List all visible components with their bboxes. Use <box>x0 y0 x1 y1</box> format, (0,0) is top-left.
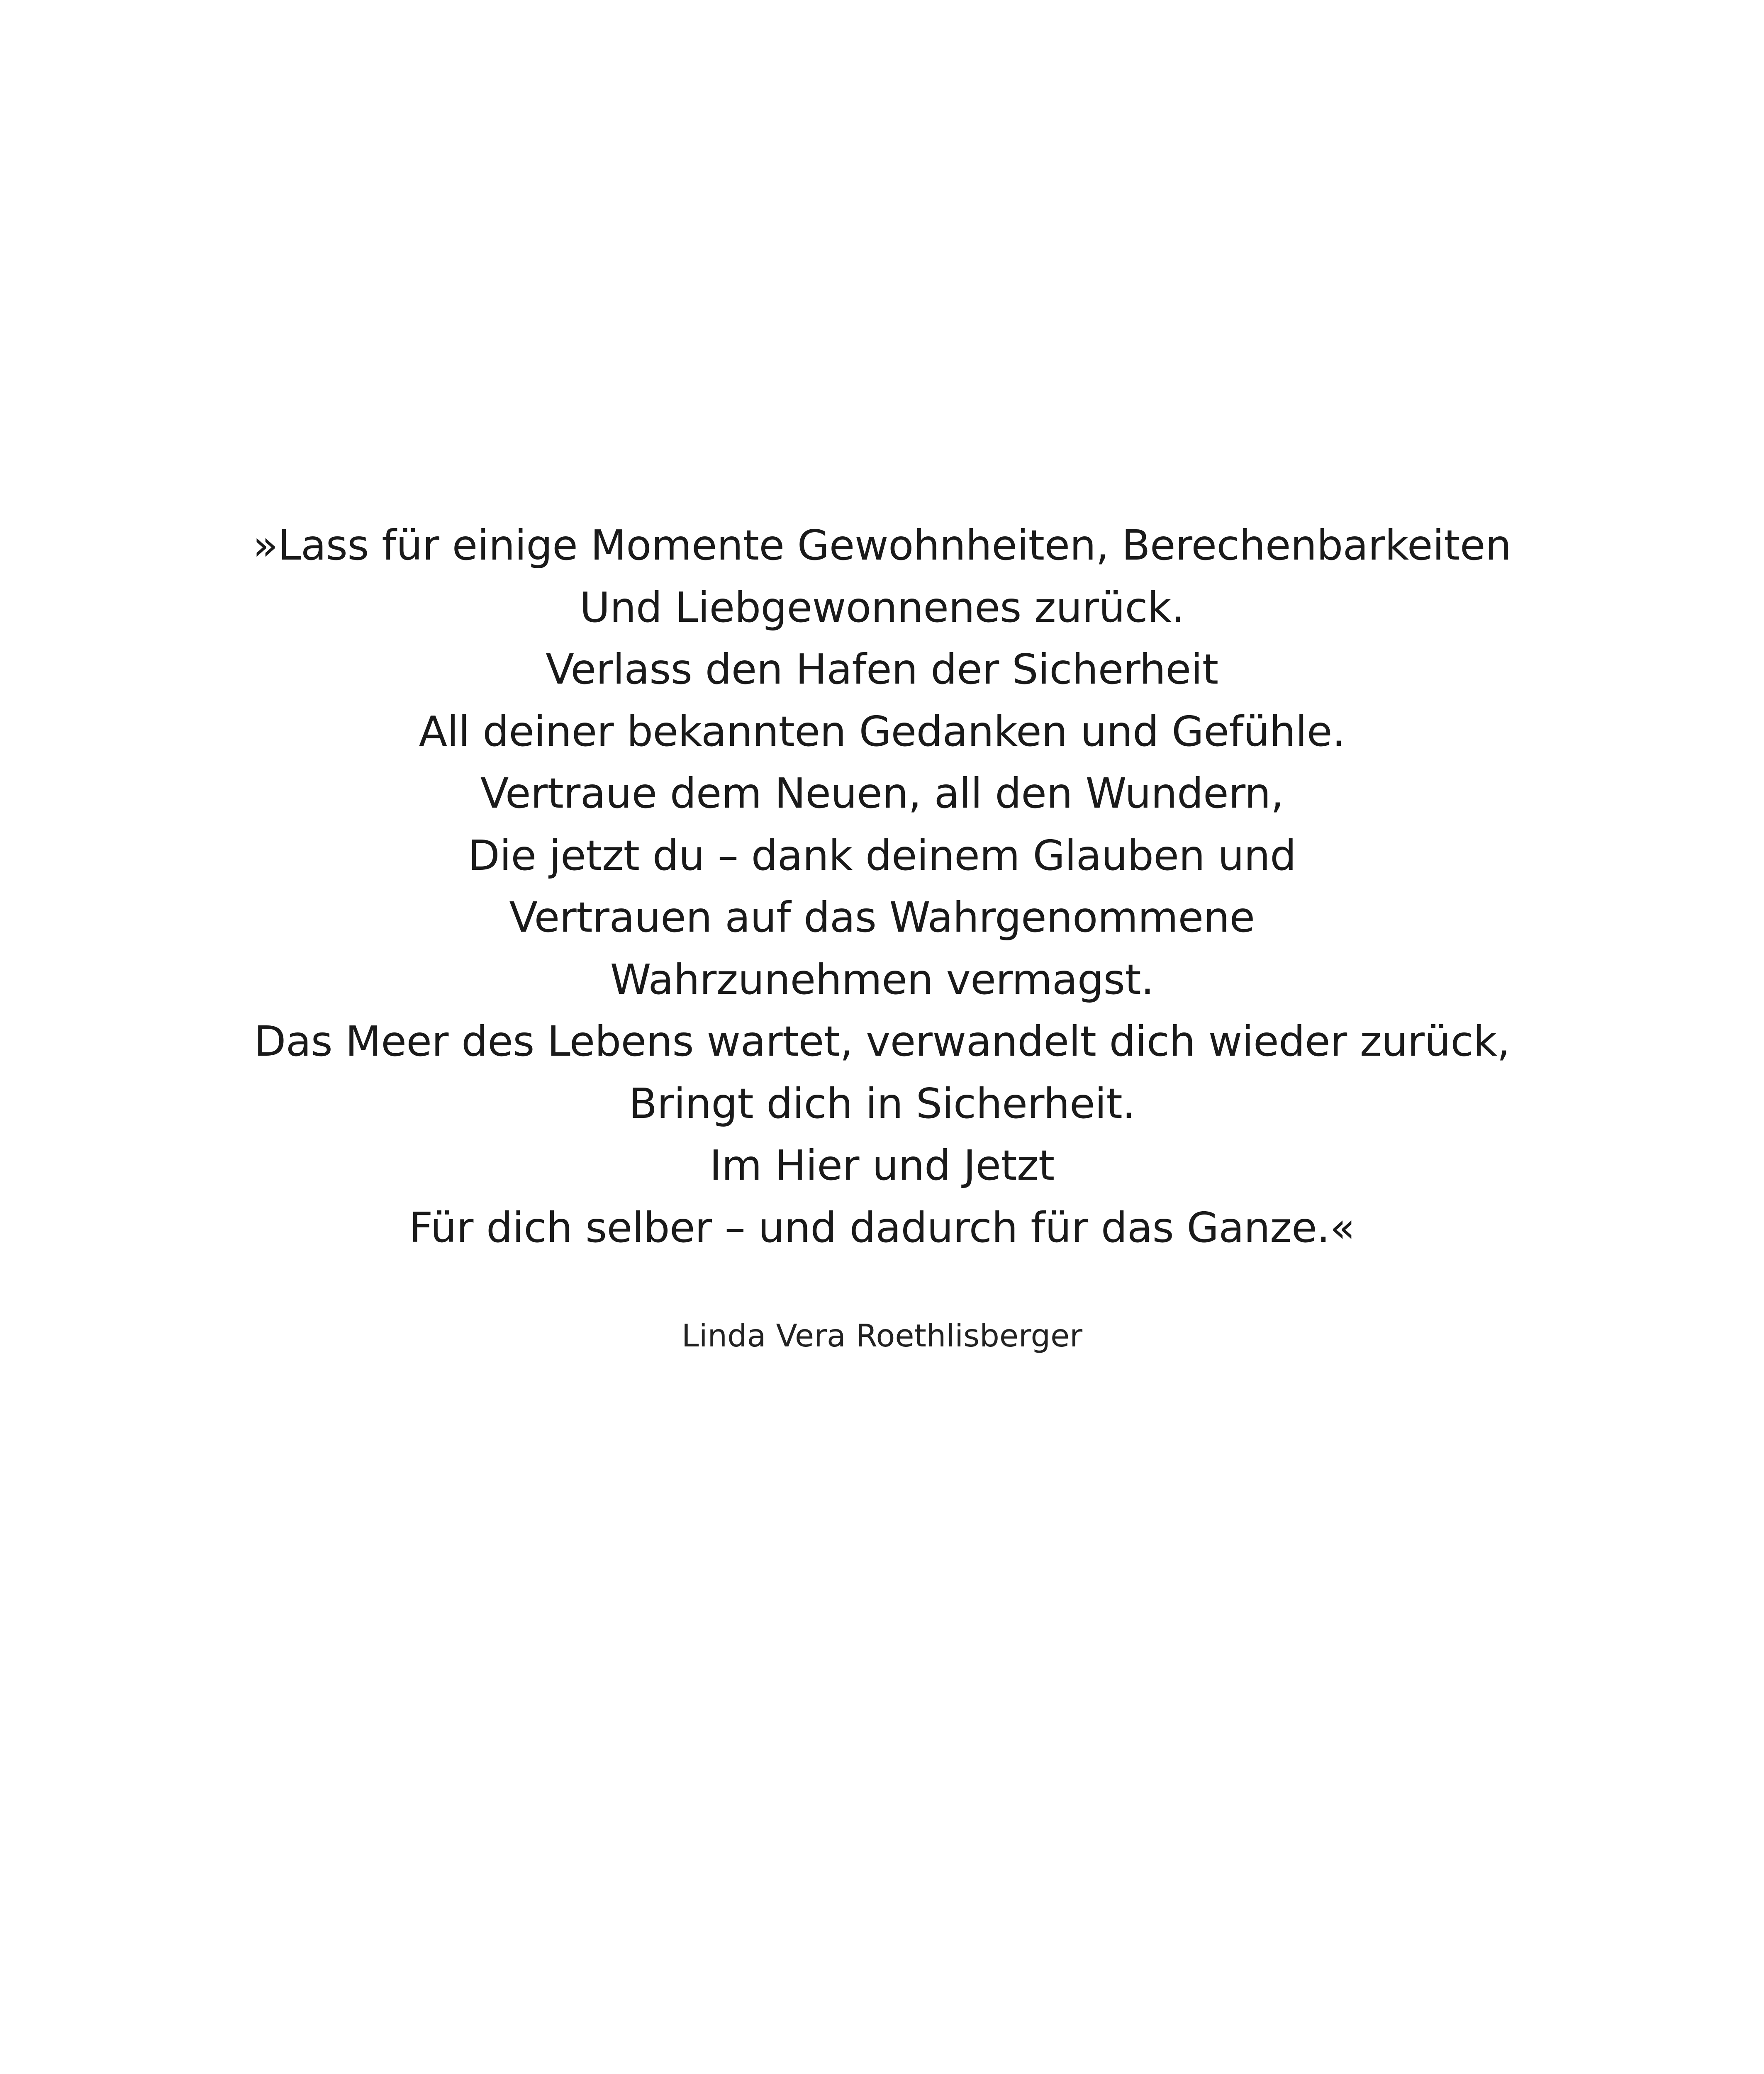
poem-line: Die jetzt du – dank deinem Glauben und <box>468 831 1296 880</box>
poem-line: Und Liebgewonnenes zurück. <box>580 583 1184 632</box>
poem-line: Vertraue dem Neuen, all den Wundern, <box>480 769 1284 818</box>
poem-line: Wahrzunehmen vermagst. <box>610 955 1154 1004</box>
poem-line: Bringt dich in Sicherheit. <box>629 1079 1135 1128</box>
poem-line: »Lass für einige Momente Gewohnheiten, Berechenbarkeiten <box>253 521 1511 570</box>
poem-line: Für dich selber – und dadurch für das Ganze.« <box>409 1203 1355 1252</box>
poem-text <box>0 514 1764 1259</box>
poem-line: Vertrauen auf das Wahrgenommene <box>509 893 1255 942</box>
poem-line: Verlass den Hafen der Sicherheit <box>546 645 1218 694</box>
poem-line: All deiner bekannten Gedanken und Gefühle. <box>419 707 1345 756</box>
poem-line: Das Meer des Lebens wartet, verwandelt dich wieder zurück, <box>254 1017 1510 1066</box>
poem-line: Im Hier und Jetzt <box>709 1141 1055 1190</box>
poem-author: Linda Vera Roethlisberger <box>681 1317 1083 1354</box>
